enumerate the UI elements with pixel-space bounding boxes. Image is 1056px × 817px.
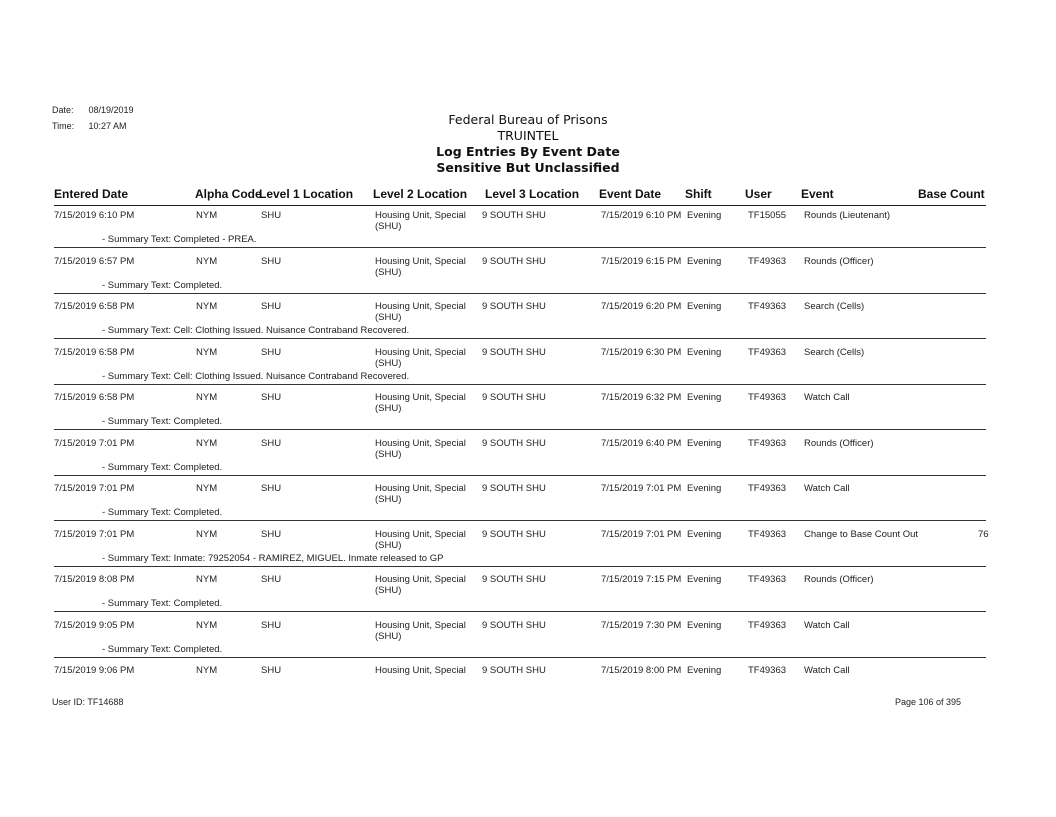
cell-alpha-code: NYM bbox=[196, 392, 218, 403]
col-user: User bbox=[745, 187, 772, 201]
row-divider bbox=[54, 566, 986, 567]
col-entered-date: Entered Date bbox=[54, 187, 129, 201]
cell-entered-date: 7/15/2019 7:01 PM bbox=[54, 483, 135, 494]
summary-text: - Summary Text: Completed. bbox=[102, 598, 223, 609]
cell-level3: 9 SOUTH SHU bbox=[482, 483, 546, 494]
col-event-date: Event Date bbox=[599, 187, 662, 201]
cell-base-count: 76 bbox=[978, 528, 989, 540]
cell-alpha-code: NYM bbox=[196, 346, 218, 358]
cell-level3: 9 SOUTH SHU bbox=[482, 255, 546, 267]
cell-alpha-code: NYM bbox=[196, 483, 218, 494]
cell-event: Watch Call bbox=[804, 619, 850, 631]
report-time bbox=[52, 121, 127, 131]
cell-event-date: 7/15/2019 6:30 PM bbox=[601, 346, 682, 358]
cell-alpha-code: NYM bbox=[196, 210, 218, 221]
cell-level3: 9 SOUTH SHU bbox=[482, 665, 546, 676]
cell-entered-date: 7/15/2019 9:06 PM bbox=[54, 665, 135, 676]
summary-text: - Summary Text: Completed. bbox=[102, 507, 223, 518]
cell-alpha-code: NYM bbox=[196, 301, 218, 312]
summary-text: - Summary Text: Cell: Clothing Issued. Nuisance Contraband Recovered. bbox=[102, 370, 410, 382]
time-value: 10:27 AM bbox=[88, 121, 127, 131]
cell-level1: SHU bbox=[261, 210, 282, 221]
cell-level1: SHU bbox=[261, 665, 282, 676]
col-level3: Level 3 Location bbox=[485, 187, 580, 201]
cell-user: TF15055 bbox=[748, 210, 787, 221]
cell-event-date: 7/15/2019 6:40 PM bbox=[601, 437, 682, 449]
cell-event-date: 7/15/2019 6:32 PM bbox=[601, 392, 682, 403]
row-divider bbox=[54, 611, 986, 612]
summary-text: - Summary Text: Completed - PREA. bbox=[102, 234, 257, 245]
cell-level3: 9 SOUTH SHU bbox=[482, 301, 546, 312]
cell-level1: SHU bbox=[261, 483, 282, 494]
date-value: 08/19/2019 bbox=[88, 105, 134, 115]
col-base-count: Base Count bbox=[918, 187, 985, 201]
cell-user: TF49363 bbox=[748, 437, 787, 449]
org-title: Federal Bureau of Prisons bbox=[448, 112, 608, 127]
cell-level3: 9 SOUTH SHU bbox=[482, 574, 546, 585]
classification-title: Sensitive But Unclassified bbox=[436, 160, 620, 175]
summary-text: - Summary Text: Completed. bbox=[102, 416, 223, 427]
cell-user: TF49363 bbox=[748, 528, 787, 540]
cell-entered-date: 7/15/2019 7:01 PM bbox=[54, 528, 135, 540]
summary-text: - Summary Text: Cell: Clothing Issued. Nuisance Contraband Recovered. bbox=[102, 325, 410, 336]
footer-user bbox=[52, 697, 123, 707]
cell-level1: SHU bbox=[261, 437, 282, 449]
cell-user: TF49363 bbox=[748, 255, 787, 267]
cell-event: Watch Call bbox=[804, 665, 850, 676]
cell-level2: Housing Unit, Special (SHU) bbox=[375, 301, 466, 323]
report-date bbox=[52, 105, 134, 115]
header-divider bbox=[54, 205, 986, 206]
cell-event: Rounds (Officer) bbox=[804, 437, 874, 449]
cell-event: Rounds (Officer) bbox=[804, 255, 874, 267]
cell-entered-date: 7/15/2019 7:01 PM bbox=[54, 437, 135, 449]
row-divider bbox=[54, 429, 986, 430]
cell-level2: Housing Unit, Special (SHU) bbox=[375, 392, 466, 414]
page-number: Page 106 of 395 bbox=[895, 697, 962, 707]
cell-level2: Housing Unit, Special (SHU) bbox=[375, 483, 466, 505]
report-title: Log Entries By Event Date bbox=[436, 144, 620, 159]
cell-shift: Evening bbox=[687, 392, 722, 403]
cell-shift: Evening bbox=[687, 437, 722, 449]
cell-event-date: 7/15/2019 7:30 PM bbox=[601, 619, 682, 631]
row-divider bbox=[54, 338, 986, 339]
cell-entered-date: 7/15/2019 8:08 PM bbox=[54, 574, 135, 585]
row-divider bbox=[54, 293, 986, 294]
cell-level2: Housing Unit, Special (SHU) bbox=[375, 574, 466, 596]
col-level1: Level 1 Location bbox=[259, 187, 354, 201]
cell-event: Rounds (Officer) bbox=[804, 574, 874, 585]
cell-entered-date: 7/15/2019 9:05 PM bbox=[54, 619, 135, 631]
cell-shift: Evening bbox=[687, 483, 722, 494]
cell-event: Search (Cells) bbox=[804, 346, 865, 358]
cell-level2: Housing Unit, Special (SHU) bbox=[375, 528, 466, 551]
cell-level3: 9 SOUTH SHU bbox=[482, 437, 546, 449]
cell-level3: 9 SOUTH SHU bbox=[482, 392, 546, 403]
time-label: Time: bbox=[52, 121, 75, 131]
cell-event: Watch Call bbox=[804, 392, 850, 403]
table-header bbox=[54, 187, 986, 205]
cell-user: TF49363 bbox=[748, 574, 787, 585]
row-divider bbox=[54, 657, 986, 658]
cell-entered-date: 7/15/2019 6:58 PM bbox=[54, 346, 135, 358]
cell-entered-date: 7/15/2019 6:10 PM bbox=[54, 210, 135, 221]
cell-shift: Evening bbox=[687, 665, 722, 676]
cell-event-date: 7/15/2019 6:10 PM bbox=[601, 210, 682, 221]
cell-shift: Evening bbox=[687, 255, 722, 267]
cell-shift: Evening bbox=[687, 619, 722, 631]
cell-level2: Housing Unit, Special bbox=[375, 665, 466, 676]
cell-level3: 9 SOUTH SHU bbox=[482, 619, 546, 631]
row-divider bbox=[54, 247, 986, 248]
cell-entered-date: 7/15/2019 6:58 PM bbox=[54, 301, 135, 312]
row-divider bbox=[54, 384, 986, 385]
cell-level3: 9 SOUTH SHU bbox=[482, 346, 546, 358]
cell-alpha-code: NYM bbox=[196, 528, 218, 540]
cell-alpha-code: NYM bbox=[196, 437, 218, 449]
summary-text: - Summary Text: Completed. bbox=[102, 279, 223, 291]
summary-text: - Summary Text: Inmate: 79252054 - RAMIREZ, MIGUEL. Inmate released to GP bbox=[102, 552, 444, 564]
cell-level1: SHU bbox=[261, 574, 282, 585]
footer-user-label: User ID: bbox=[52, 697, 86, 707]
cell-shift: Evening bbox=[687, 574, 722, 585]
cell-entered-date: 7/15/2019 6:57 PM bbox=[54, 255, 135, 267]
cell-level1: SHU bbox=[261, 528, 282, 540]
col-level2: Level 2 Location bbox=[373, 187, 468, 201]
cell-entered-date: 7/15/2019 6:58 PM bbox=[54, 392, 135, 403]
cell-event-date: 7/15/2019 6:15 PM bbox=[601, 255, 682, 267]
system-title: TRUINTEL bbox=[497, 128, 559, 143]
cell-event: Rounds (Lieutenant) bbox=[804, 210, 891, 221]
cell-level2: Housing Unit, Special (SHU) bbox=[375, 255, 466, 278]
row-divider bbox=[54, 475, 986, 476]
summary-text: - Summary Text: Completed. bbox=[102, 461, 223, 473]
cell-alpha-code: NYM bbox=[196, 665, 218, 676]
report-title-block bbox=[328, 112, 728, 176]
cell-user: TF49363 bbox=[748, 619, 787, 631]
col-alpha-code: Alpha Code bbox=[195, 187, 262, 201]
footer-user-id: TF14688 bbox=[87, 697, 124, 707]
cell-event: Change to Base Count Out bbox=[804, 528, 919, 540]
col-event: Event bbox=[801, 187, 834, 201]
cell-level2: Housing Unit, Special (SHU) bbox=[375, 437, 466, 460]
cell-shift: Evening bbox=[687, 210, 722, 221]
cell-level3: 9 SOUTH SHU bbox=[482, 210, 546, 221]
cell-event-date: 7/15/2019 7:15 PM bbox=[601, 574, 682, 585]
cell-level1: SHU bbox=[261, 392, 282, 403]
summary-text: - Summary Text: Completed. bbox=[102, 643, 223, 655]
cell-user: TF49363 bbox=[748, 301, 787, 312]
cell-alpha-code: NYM bbox=[196, 619, 218, 631]
cell-shift: Evening bbox=[687, 301, 722, 312]
cell-user: TF49363 bbox=[748, 665, 787, 676]
cell-event-date: 7/15/2019 8:00 PM bbox=[601, 665, 682, 676]
cell-shift: Evening bbox=[687, 346, 722, 358]
cell-level1: SHU bbox=[261, 619, 282, 631]
cell-level1: SHU bbox=[261, 301, 282, 312]
date-label: Date: bbox=[52, 105, 74, 115]
cell-user: TF49363 bbox=[748, 392, 787, 403]
cell-level2: Housing Unit, Special (SHU) bbox=[375, 210, 466, 232]
row-divider bbox=[54, 520, 986, 521]
cell-alpha-code: NYM bbox=[196, 255, 218, 267]
cell-level1: SHU bbox=[261, 255, 282, 267]
cell-level1: SHU bbox=[261, 346, 282, 358]
cell-event-date: 7/15/2019 6:20 PM bbox=[601, 301, 682, 312]
cell-event: Search (Cells) bbox=[804, 301, 865, 312]
cell-level2: Housing Unit, Special (SHU) bbox=[375, 619, 466, 642]
cell-event-date: 7/15/2019 7:01 PM bbox=[601, 483, 682, 494]
col-shift: Shift bbox=[685, 187, 712, 201]
cell-event: Watch Call bbox=[804, 483, 850, 494]
cell-user: TF49363 bbox=[748, 346, 787, 358]
cell-shift: Evening bbox=[687, 528, 722, 540]
cell-event-date: 7/15/2019 7:01 PM bbox=[601, 528, 682, 540]
cell-alpha-code: NYM bbox=[196, 574, 218, 585]
cell-level3: 9 SOUTH SHU bbox=[482, 528, 546, 540]
cell-user: TF49363 bbox=[748, 483, 787, 494]
cell-level2: Housing Unit, Special (SHU) bbox=[375, 346, 466, 369]
